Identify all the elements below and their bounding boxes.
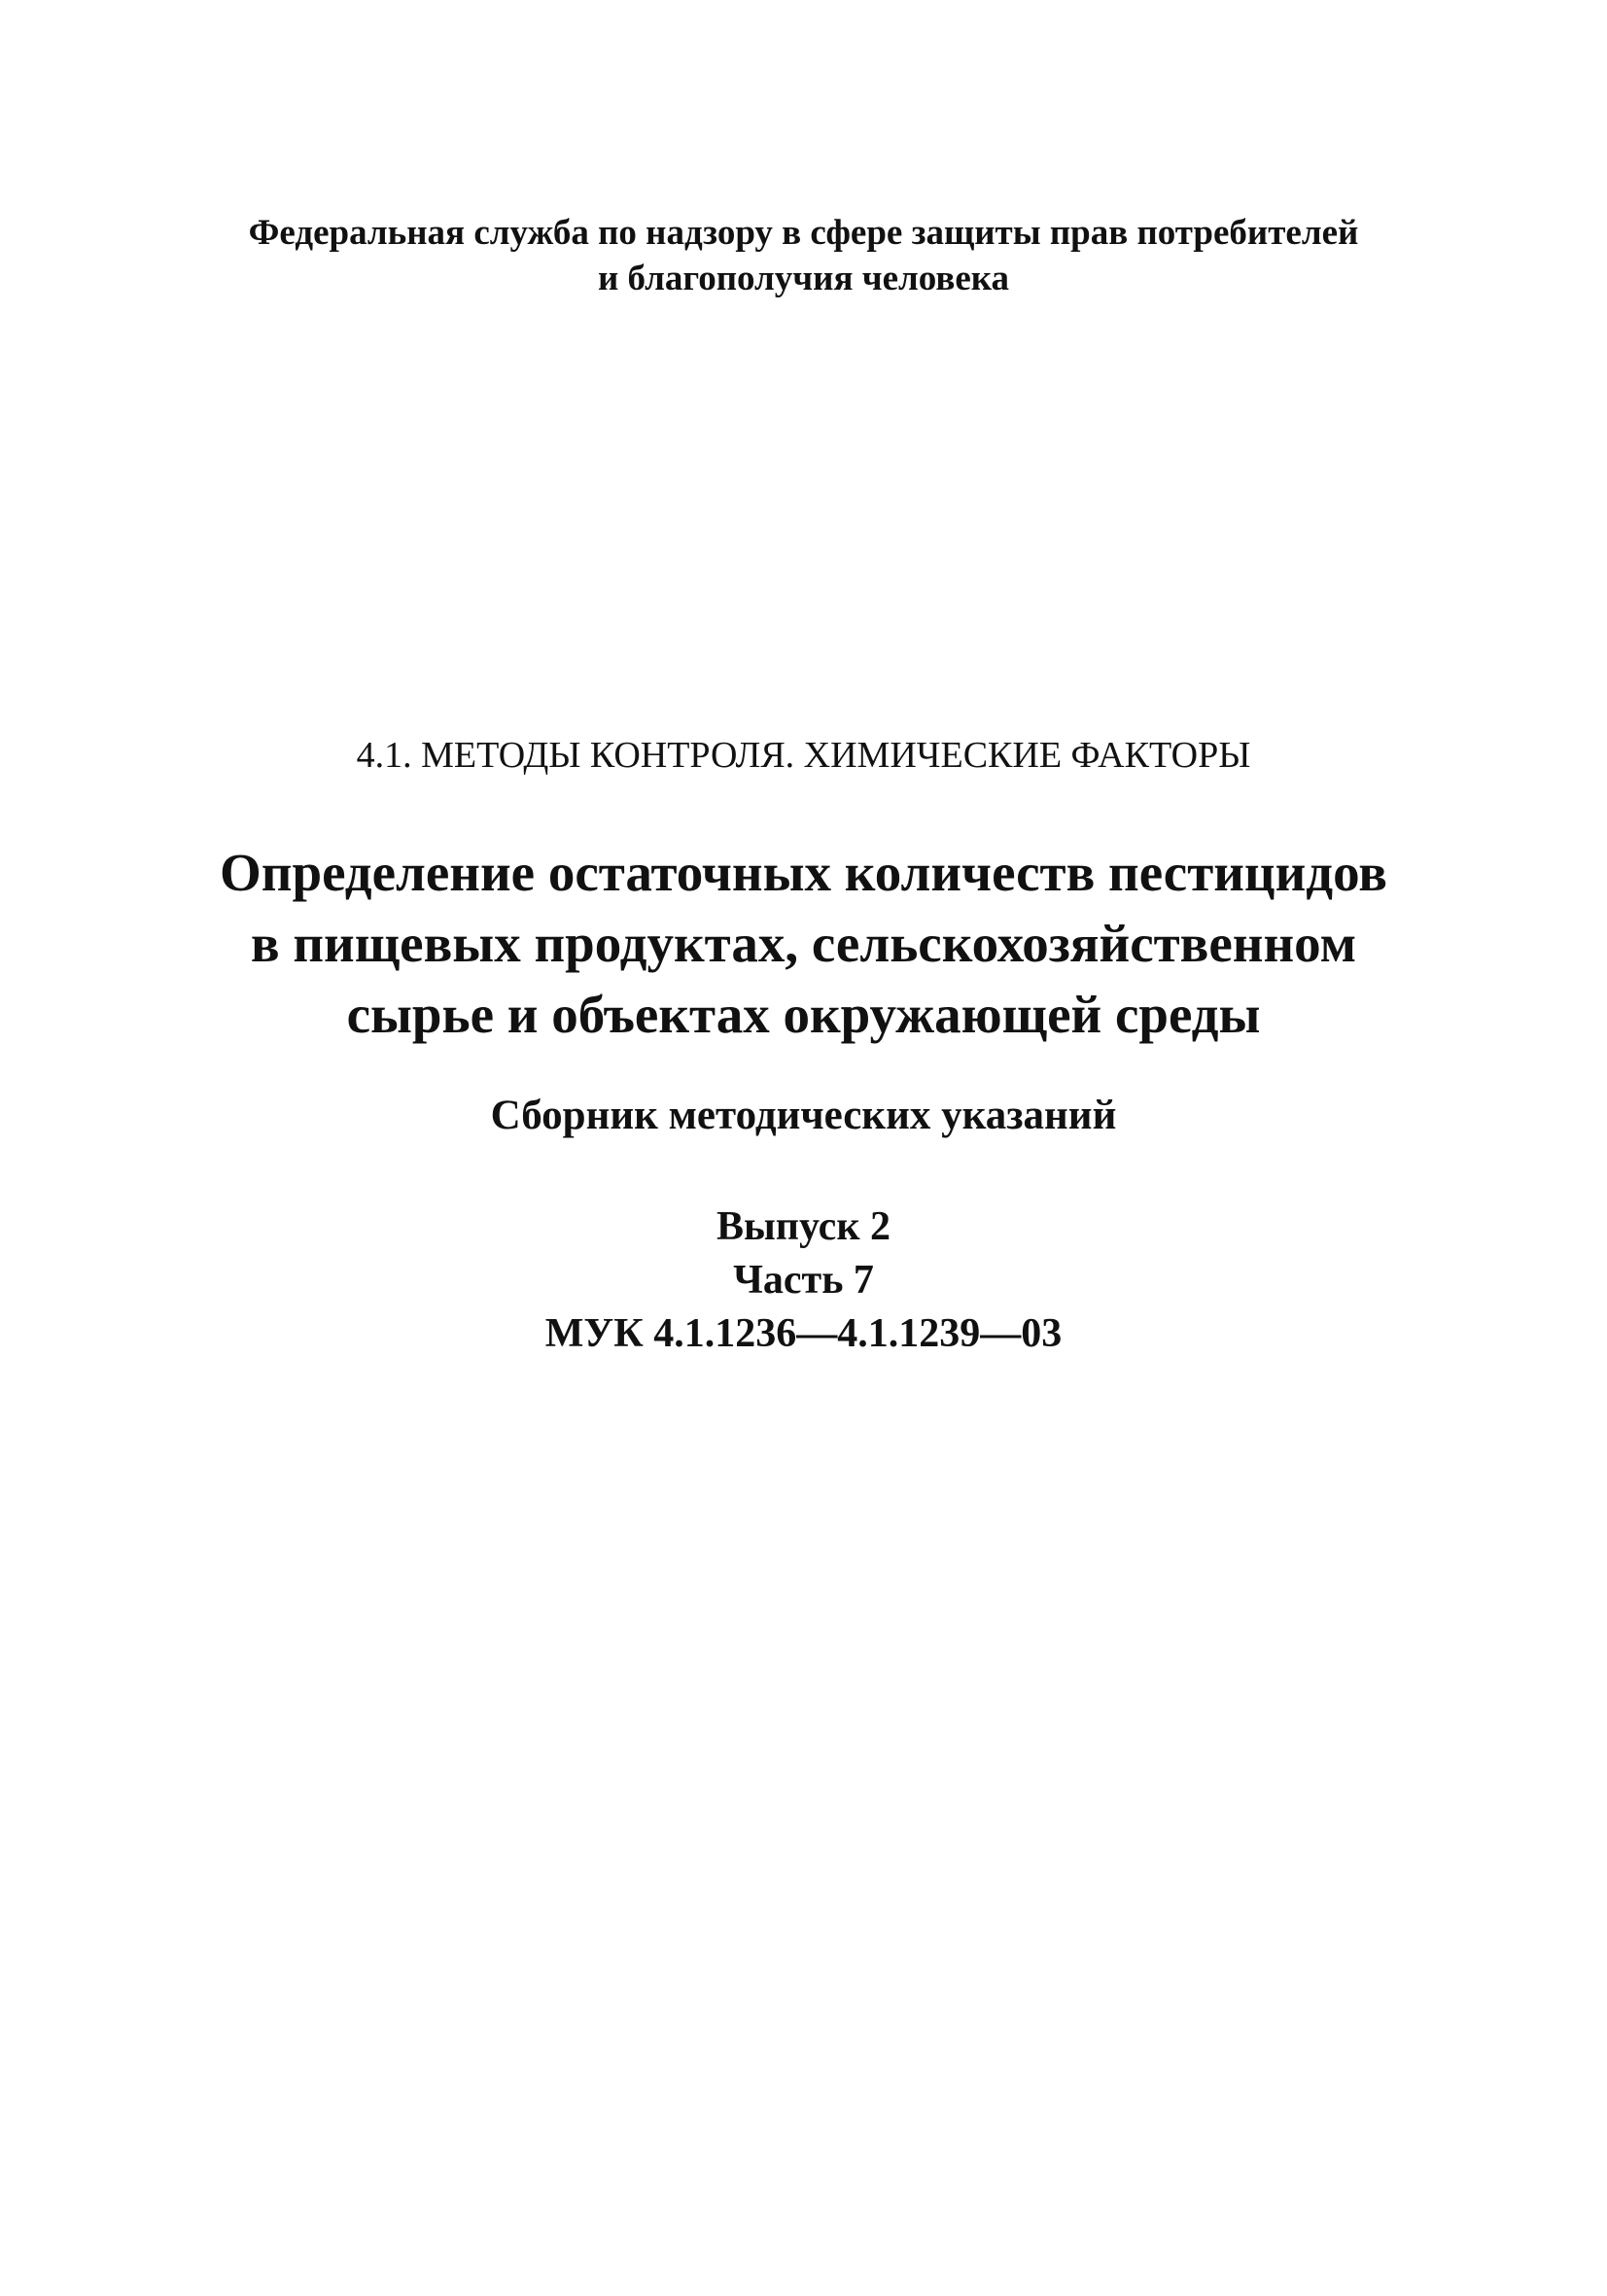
document-title-line-2: в пищевых продуктах, сельскохозяйственном (250, 914, 1357, 973)
issue-number: Выпуск 2 (716, 1204, 891, 1249)
section-heading: 4.1. МЕТОДЫ КОНТРОЛЯ. ХИМИЧЕСКИЕ ФАКТОРЫ (356, 735, 1251, 776)
agency-name-line-2: и благополучия человека (597, 259, 1010, 298)
part-number: Часть 7 (733, 1258, 874, 1303)
collection-subtitle: Сборник методических указаний (490, 1093, 1117, 1138)
document-title-line-1: Определение остаточных количеств пестицидов (220, 843, 1387, 902)
document-code: МУК 4.1.1236—4.1.1239—03 (544, 1311, 1063, 1356)
document-title-line-3: сырье и объектах окружающей среды (346, 985, 1261, 1044)
agency-name-line-1: Федеральная служба по надзору в сфере защиты прав потребителей (248, 213, 1359, 253)
